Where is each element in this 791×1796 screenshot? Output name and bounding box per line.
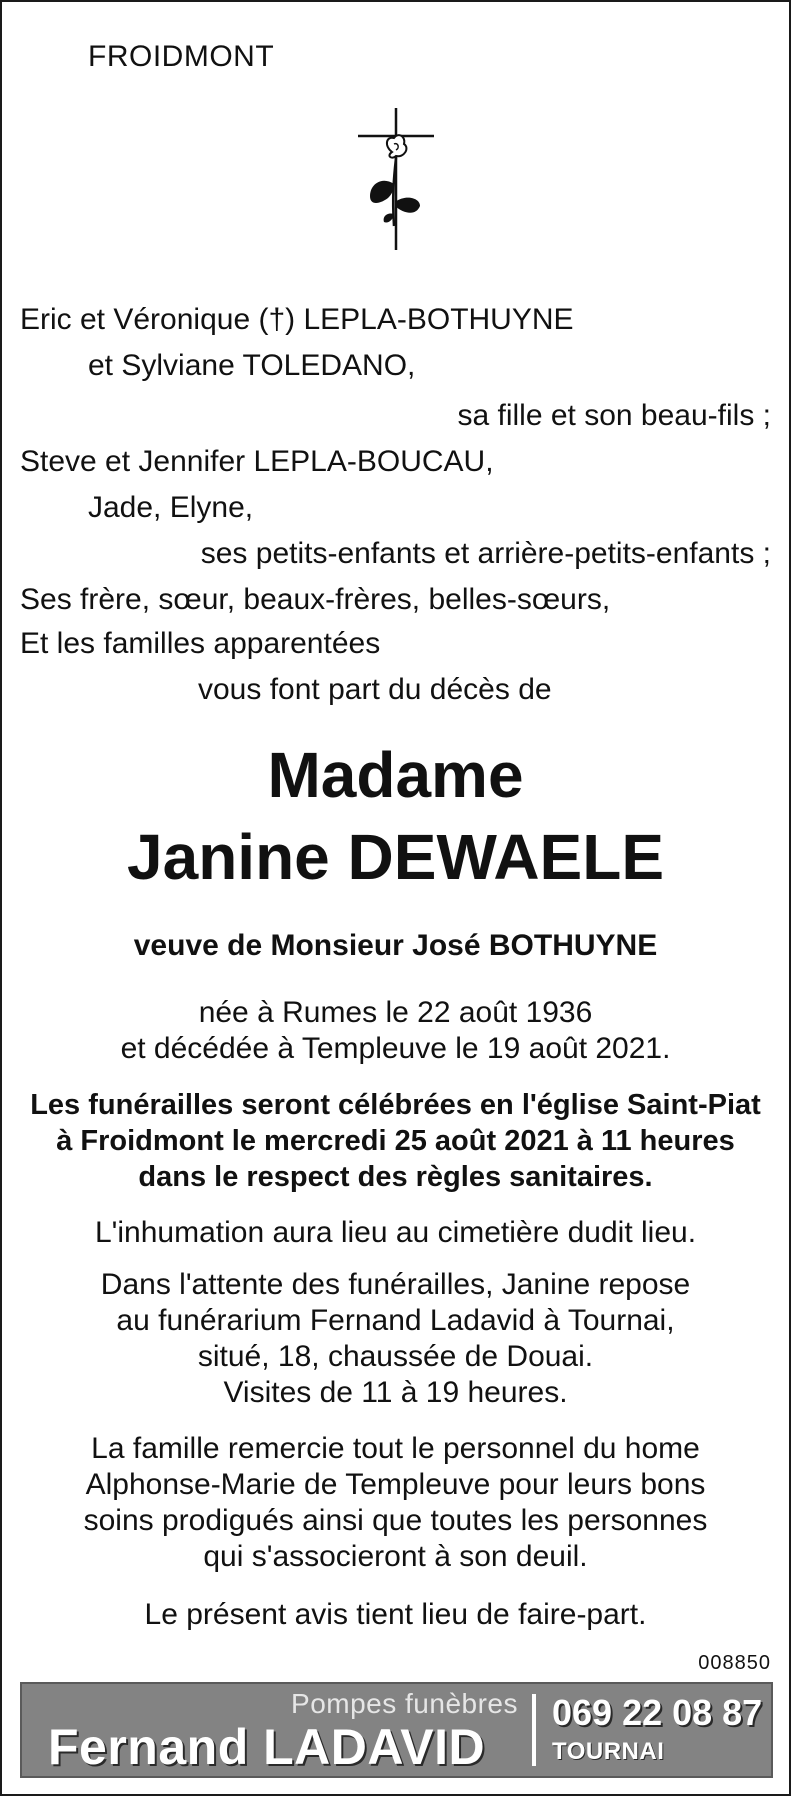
closing-line: Le présent avis tient lieu de faire-part.: [144, 1598, 647, 1631]
footer-divider: [532, 1694, 536, 1766]
family-line-8: Et les familles apparentées: [20, 627, 381, 660]
funeral-home-tagline: Pompes funèbres: [291, 1688, 518, 1719]
visitation-line-4: Visites de 11 à 19 heures.: [223, 1376, 568, 1409]
funeral-line-1: Les funérailles seront célébrées en l'église Saint-Piat: [30, 1089, 761, 1121]
thanks-line-4: qui s'associeront à son deuil.: [203, 1540, 588, 1573]
family-line-5: Jade, Elyne,: [88, 491, 254, 524]
death-line: et décédée à Templeuve le 19 août 2021.: [120, 1032, 671, 1065]
deceased-name: Janine DEWAELE: [127, 821, 664, 893]
funeral-home-phone: 069 22 08 87: [552, 1692, 763, 1733]
family-line-6: ses petits-enfants et arrière-petits-enfants ;: [200, 537, 771, 570]
family-line-7: Ses frère, sœur, beaux-frères, belles-sœurs,: [20, 583, 611, 616]
family-line-3: sa fille et son beau-fils ;: [457, 399, 771, 432]
reference-number: 008850: [698, 1652, 771, 1674]
cross-with-rose-icon: [354, 106, 438, 252]
funeral-line-2: à Froidmont le mercredi 25 août 2021 à 11 heures: [56, 1125, 735, 1157]
birth-line: née à Rumes le 22 août 1936: [198, 996, 593, 1029]
funeral-home-banner: [20, 1682, 773, 1778]
family-line-1: Eric et Véronique (†) LEPLA-BOTHUYNE: [20, 303, 574, 336]
visitation-line-2: au funérarium Fernand Ladavid à Tournai,: [116, 1304, 675, 1337]
visitation-line-3: situé, 18, chaussée de Douai.: [197, 1340, 594, 1373]
thanks-line-1: La famille remercie tout le personnel du home: [91, 1432, 700, 1465]
thanks-line-3: soins prodigués ainsi que toutes les personnes: [83, 1504, 708, 1537]
widow-of-line: veuve de Monsieur José BOTHUYNE: [133, 929, 658, 962]
family-line-2: et Sylviane TOLEDANO,: [88, 349, 416, 382]
burial-line: L'inhumation aura lieu au cimetière dudit lieu.: [94, 1216, 697, 1249]
family-line-9: vous font part du décès de: [198, 673, 552, 706]
visitation-line-1: Dans l'attente des funérailles, Janine repose: [100, 1268, 691, 1301]
funeral-home-brand-block: [22, 1684, 522, 1776]
deceased-title: Madame: [267, 739, 524, 811]
location-heading: FROIDMONT: [88, 40, 275, 73]
funeral-home-name: Fernand LADAVID: [48, 1719, 486, 1775]
thanks-line-2: Alphonse-Marie de Templeuve pour leurs bons: [85, 1468, 706, 1501]
funeral-line-3: dans le respect des règles sanitaires.: [138, 1161, 653, 1193]
family-line-4: Steve et Jennifer LEPLA-BOUCAU,: [20, 445, 494, 478]
funeral-home-city: TOURNAI: [552, 1738, 665, 1765]
